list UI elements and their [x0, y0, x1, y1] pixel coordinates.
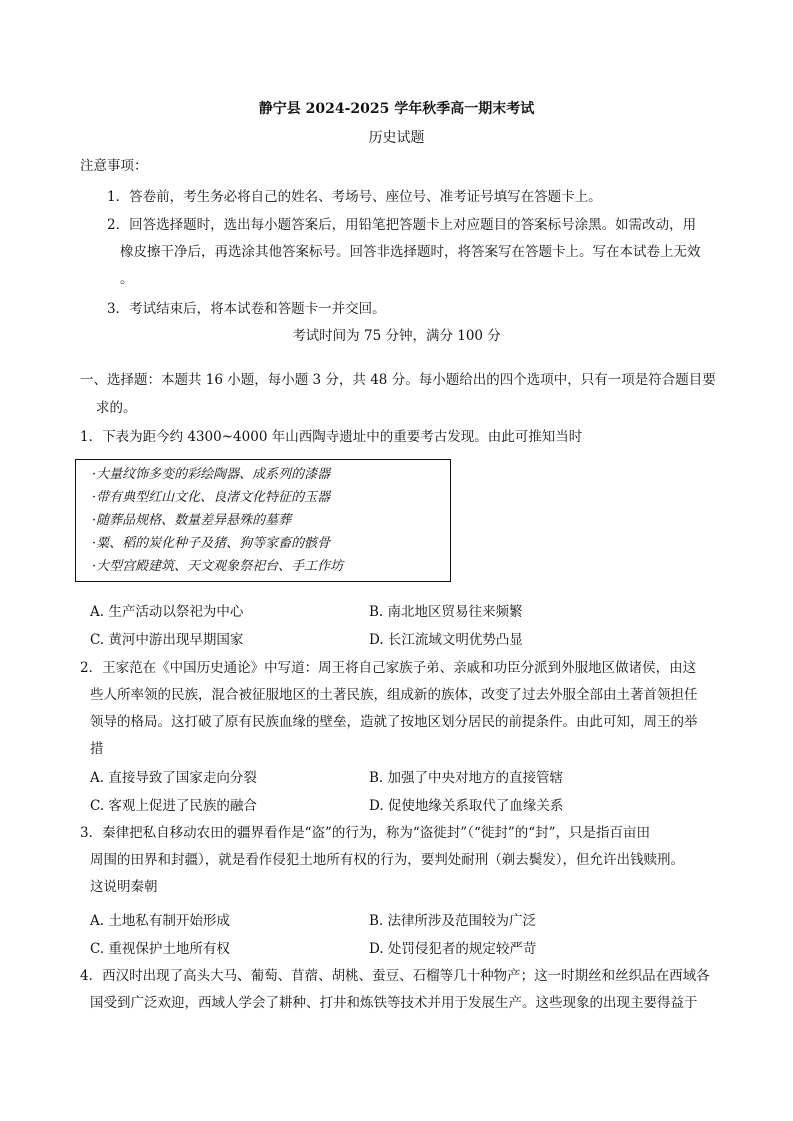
q1-evidence-table: [75, 459, 451, 582]
q3-line-1: 3．秦律把私自移动农田的疆界看作是“盗”的行为，称为“盗徙封”（“徙封”的“封”，只是指百亩田: [80, 825, 651, 841]
q1-stem: 1．下表为距今约 4300~4000 年山西陶寺遗址中的重要考古发现。由此可推知当时: [80, 429, 583, 445]
q4-line-2: 国受到广泛欢迎，西域人学会了耕种、打井和炼铁等技术并用于发展生产。这些现象的出现主要得益于: [90, 995, 698, 1011]
q3-line-3: 这说明秦朝: [90, 879, 158, 895]
notice-item-2-line-3: 。: [120, 271, 134, 287]
q2-option-d: D. 促使地缘关系取代了血缘关系: [369, 798, 564, 814]
q1-table-row-5: ·大型宫殿建筑、天文观象祭祀台、手工作坊: [92, 559, 344, 574]
q1-option-a: A. 生产活动以祭祀为中心: [90, 604, 244, 620]
exam-time-note: 考试时间为 75 分钟，满分 100 分: [292, 328, 501, 344]
q1-table-row-1: ·大量纹饰多变的彩绘陶器、成系列的漆器: [92, 467, 331, 482]
exam-subject: 历史试题: [368, 130, 425, 146]
q1-table-row-3: ·随葬品规格、数量差异悬殊的墓葬: [92, 513, 292, 528]
q4-line-1: 4．西汉时出现了高头大马、葡萄、苜蓿、胡桃、蚕豆、石榴等几十种物产；这一时期丝和丝织品在西域各: [80, 968, 710, 984]
q3-line-2: 周围的田界和封疆），就是看作侵犯土地所有权的行为，要判处耐刑（剃去鬓发），但允许出钱赎刑。: [90, 852, 684, 868]
q1-option-c: C. 黄河中游出现早期国家: [90, 632, 244, 648]
q3-option-b: B. 法律所涉及范围较为广泛: [369, 913, 537, 929]
q2-line-3: 领导的格局。这打破了原有民族血缘的壁垒，造就了按地区划分居民的前提条件。由此可知，周王的举: [90, 714, 698, 730]
notice-item-1: 1．答卷前，考生务必将自己的姓名、考场号、座位号、准考证号填写在答题卡上。: [107, 189, 602, 205]
q2-option-c: C. 客观上促进了民族的融合: [90, 798, 257, 814]
q2-line-4: 措: [90, 741, 104, 757]
notice-heading: 注意事项：: [80, 158, 148, 174]
q1-table-row-2: ·带有典型红山文化、良渚文化特征的玉器: [92, 490, 331, 505]
q1-table-row-4: ·粟、稻的炭化种子及猪、狗等家畜的骸骨: [92, 536, 331, 551]
q2-option-a: A. 直接导致了国家走向分裂: [90, 770, 257, 786]
q1-option-b: B. 南北地区贸易往来频繁: [369, 604, 523, 620]
notice-item-2-line-1: 2．回答选择题时，选出每小题答案后，用铅笔把答题卡上对应题目的答案标号涂黑。如需改动，用: [107, 217, 697, 233]
q3-option-d: D. 处罚侵犯者的规定较严苛: [369, 941, 537, 957]
notice-item-2-line-2: 橡皮擦干净后，再选涂其他答案标号。回答非选择题时，将答案写在答题卡上。写在本试卷上无效: [120, 244, 701, 260]
q3-option-a: A. 土地私有制开始形成: [90, 913, 230, 929]
section-1-line-2: 求的。: [96, 400, 137, 416]
q1-option-d: D. 长江流域文明优势凸显: [369, 632, 523, 648]
q3-option-c: C. 重视保护土地所有权: [90, 941, 230, 957]
q2-option-b: B. 加强了中央对地方的直接管辖: [369, 770, 564, 786]
exam-title: 静宁县 2024-2025 学年秋季高一期末考试: [258, 101, 535, 117]
section-1-line-1: 一、选择题：本题共 16 小题，每小题 3 分，共 48 分。每小题给出的四个选项中，只有一项是符合题目要: [80, 372, 716, 388]
q2-line-1: 2．王家范在《中国历史通论》中写道：周王将自己家族子弟、亲戚和功臣分派到外服地区做诸侯，由这: [80, 660, 697, 676]
q2-line-2: 些人所率领的民族，混合被征服地区的土著民族，组成新的族体，改变了过去外服全部由土著首领担任: [90, 687, 698, 703]
notice-item-3: 3．考试结束后，将本试卷和答题卡一并交回。: [107, 301, 386, 317]
